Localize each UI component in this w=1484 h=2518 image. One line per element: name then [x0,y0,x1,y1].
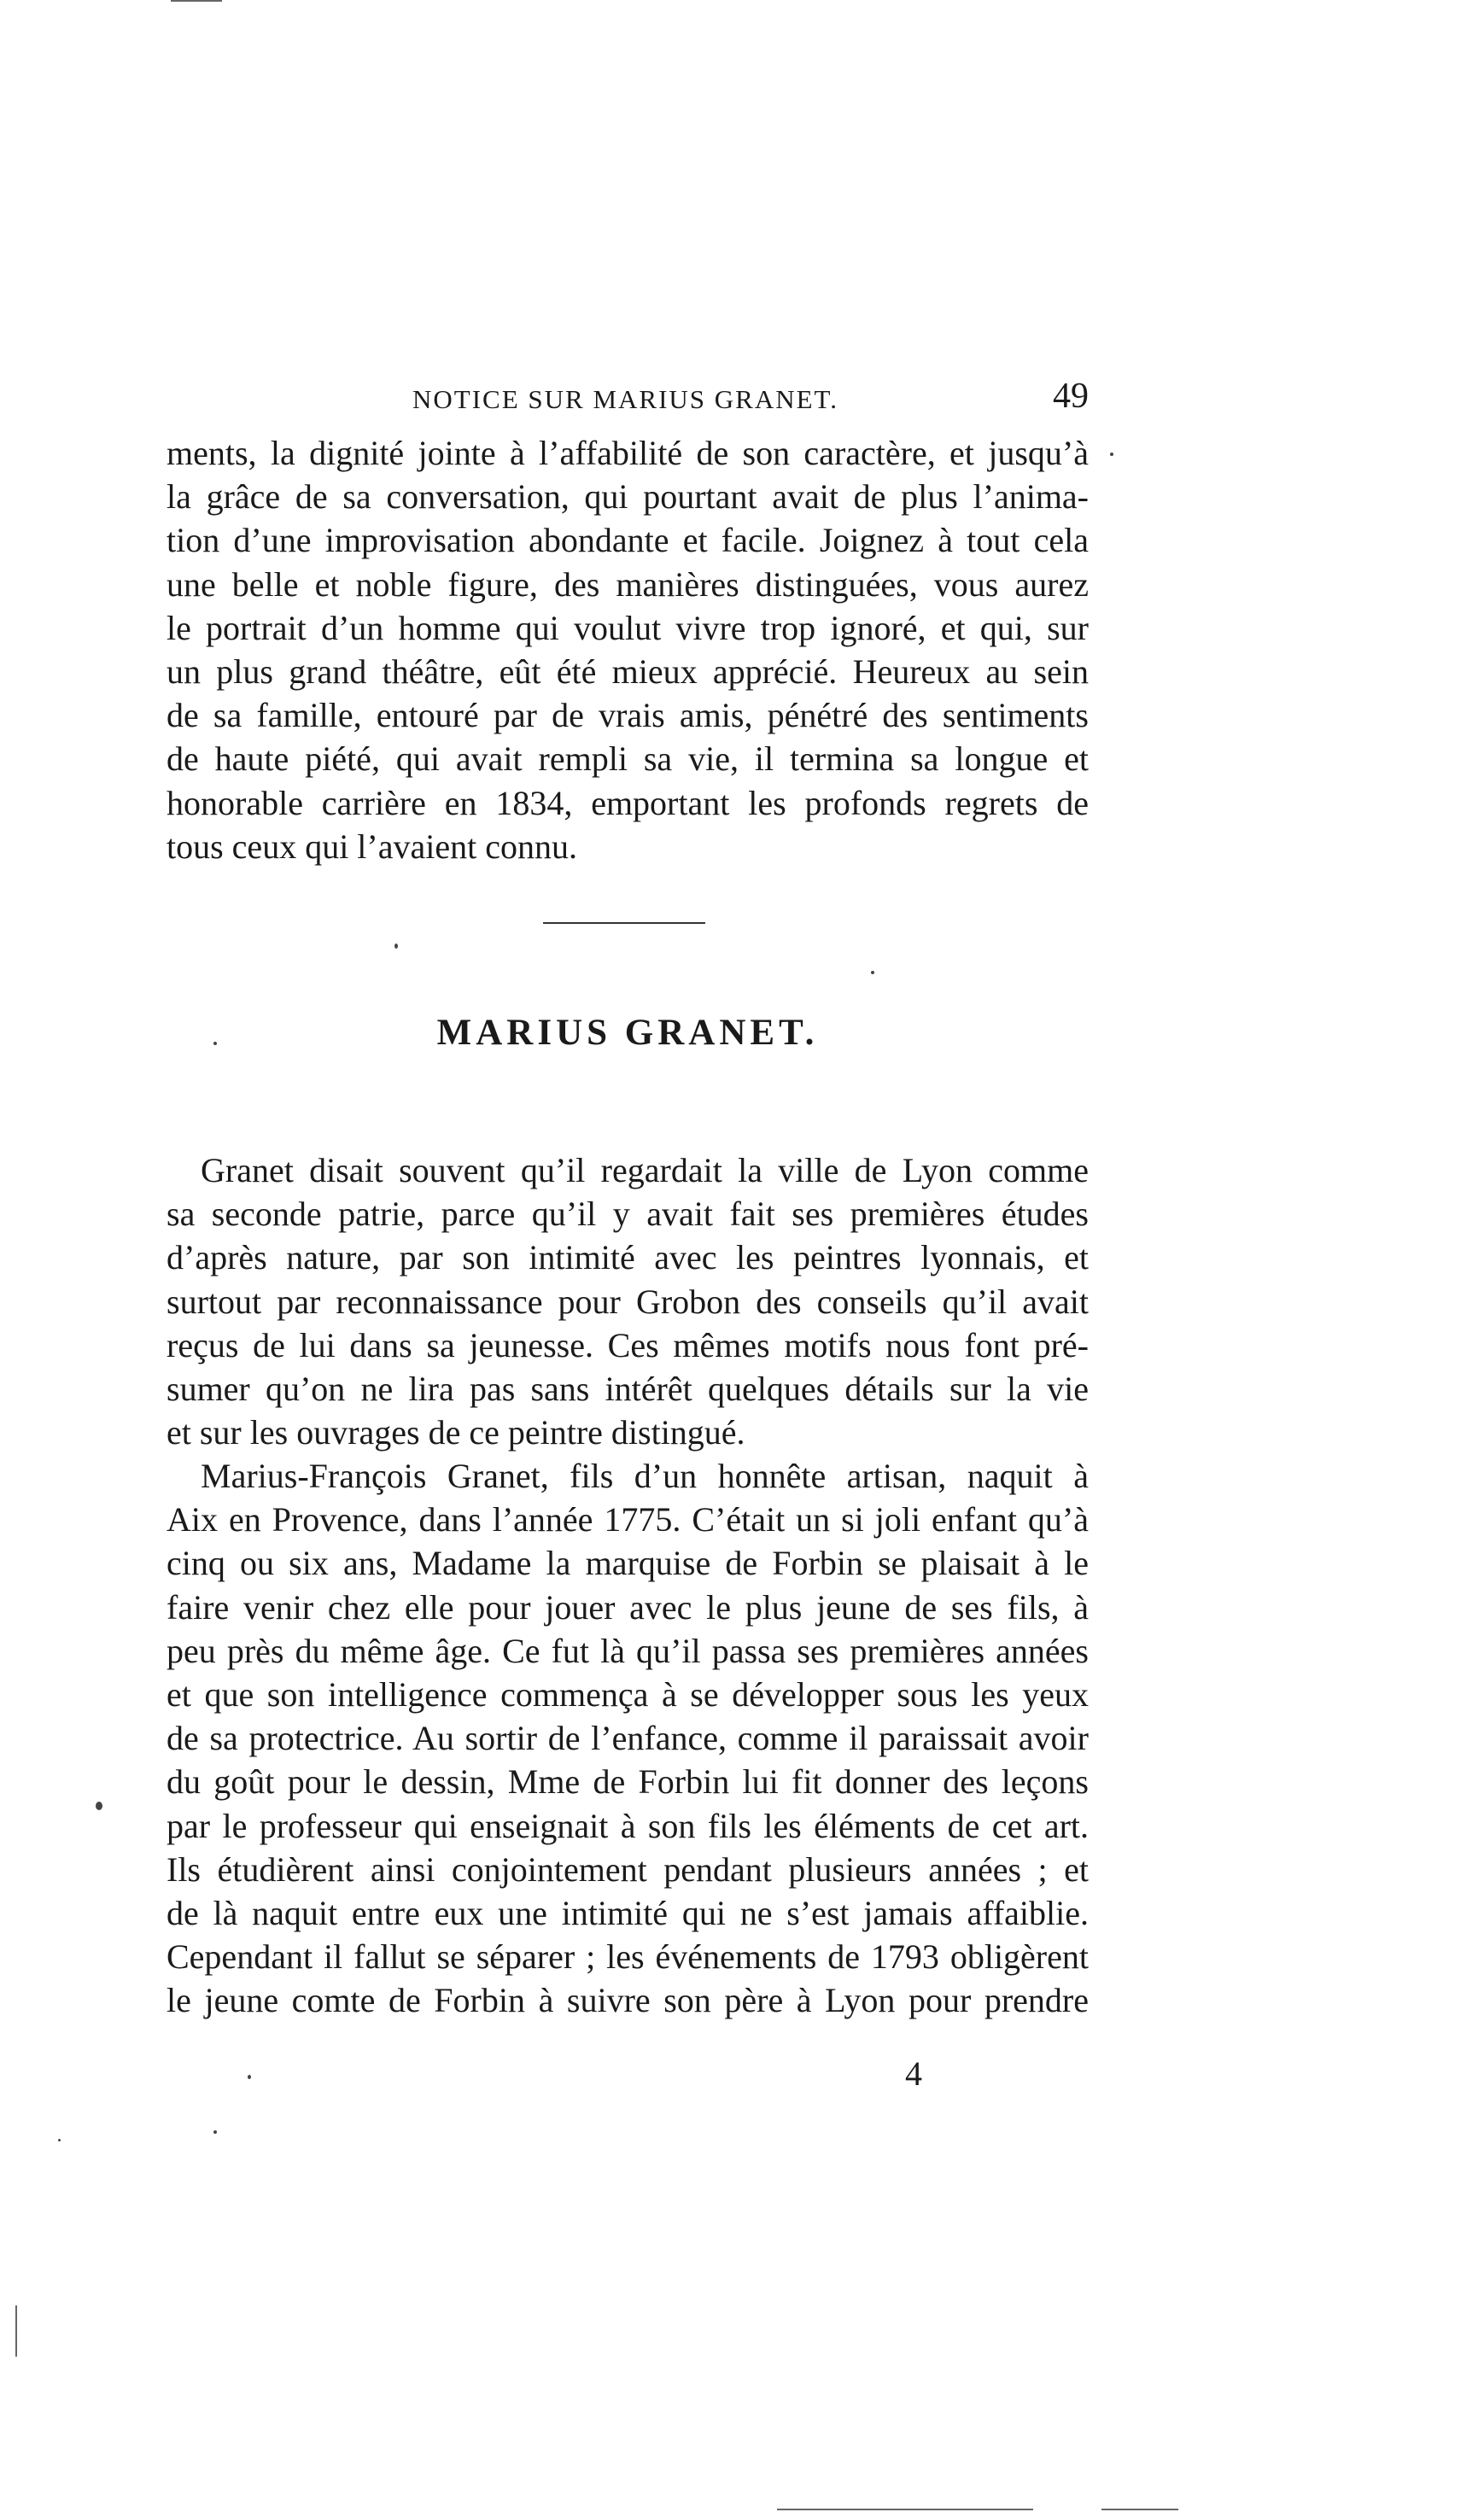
text-line: d’après nature, par son intimité avec les peintres lyonnais, et [167,1238,1089,1277]
text-line: du goût pour le dessin, Mme de Forbin lui fit donner des leçons [167,1762,1089,1802]
scan-speck [394,944,398,949]
text-line: et sur les ouvrages de ce peintre distingué. [167,1413,745,1452]
scan-margin-line [15,2305,17,2357]
text-line: sumer qu’on ne lira pas sans intérêt quelques détails sur la vie [167,1369,1089,1408]
text-line: peu près du même âge. Ce fut là qu’il passa ses premières années [167,1631,1089,1670]
text-line: par le professeur qui enseignait à son fils les éléments de cet art. [167,1806,1089,1845]
text-line: Marius-François Granet, fils d’un honnête artisan, naquit à [201,1457,1089,1495]
scan-speck [96,1802,102,1810]
text-line: surtout par reconnaissance pour Grobon des conseils qu’il avait [167,1282,1089,1321]
text-line: un plus grand théâtre, eût été mieux apprécié. Heureux au sein [167,651,1089,691]
scan-edge-line [777,2509,1033,2510]
paragraph-biography [167,1454,1089,2022]
text-line: Ils étudièrent ainsi conjointement pendant plusieurs années ; et [167,1849,1089,1889]
text-line: Aix en Provence, dans l’année 1775. C’était un si joli enfant qu’à [167,1500,1089,1539]
text-line: tion d’une improvisation abondante et facile. Joignez à tout cela [167,521,1089,560]
running-head [167,376,1089,418]
text-line: ments, la dignité jointe à l’affabilité de son caractère, et jusqu’à [167,434,1089,472]
text-line: honorable carrière en 1834, emportant les profonds regrets de [167,783,1089,822]
text-line: de haute piété, qui avait rempli sa vie, il termina sa longue et [167,739,1089,779]
text-line: le jeune comte de Forbin à suivre son père à Lyon pour prendre [167,1981,1089,2020]
scan-speck [1110,453,1113,456]
section-divider [543,922,705,924]
running-title: NOTICE SUR MARIUS GRANET. [412,384,838,414]
page-number: 49 [1053,377,1089,416]
text-line: le portrait d’un homme qui voulut vivre trop ignoré, et qui, sur [167,608,1089,647]
text-line: tous ceux qui l’avaient connu. [167,827,577,866]
scan-edge-line [171,0,222,2]
scan-speck [213,1042,217,1045]
text-line: reçus de lui dans sa jeunesse. Ces mêmes motifs nous font pré- [167,1325,1089,1364]
text-line: sa seconde patrie, parce qu’il y avait fait ses premières études [167,1195,1089,1234]
text-line: et que son intelligence commença à se développer sous les yeux [167,1674,1089,1714]
text-line: Cependant il fallut se séparer ; les événements de 1793 obligèrent [167,1937,1089,1977]
text-line: de sa protectrice. Au sortir de l’enfance, comme il paraissait avoir [167,1719,1089,1758]
text-line: une belle et noble figure, des manières distinguées, vous aurez [167,564,1089,604]
scan-speck [248,2075,251,2079]
text-line: cinq ou six ans, Madame la marquise de Forbin se plaisait à le [167,1544,1089,1583]
signature-mark: 4 [905,2054,922,2093]
paragraph-continued [167,431,1089,868]
scan-speck [58,2139,61,2141]
text-line: la grâce de sa conversation, qui pourtant avait de plus l’anima- [167,477,1089,517]
paragraph-intro [167,1148,1089,1454]
section-title: MARIUS GRANET. [436,1013,819,1053]
scan-speck [871,971,874,974]
scan-edge-line [1101,2509,1178,2510]
text-line: de sa famille, entouré par de vrais amis, pénétré des sentiments [167,696,1089,735]
text-line: de là naquit entre eux une intimité qui ne s’est jamais affaiblie. [167,1893,1089,1932]
scan-speck [213,2130,217,2134]
text-line: faire venir chez elle pour jouer avec le plus jeune de ses fils, à [167,1587,1089,1627]
text-line: Granet disait souvent qu’il regardait la ville de Lyon comme [201,1151,1089,1189]
